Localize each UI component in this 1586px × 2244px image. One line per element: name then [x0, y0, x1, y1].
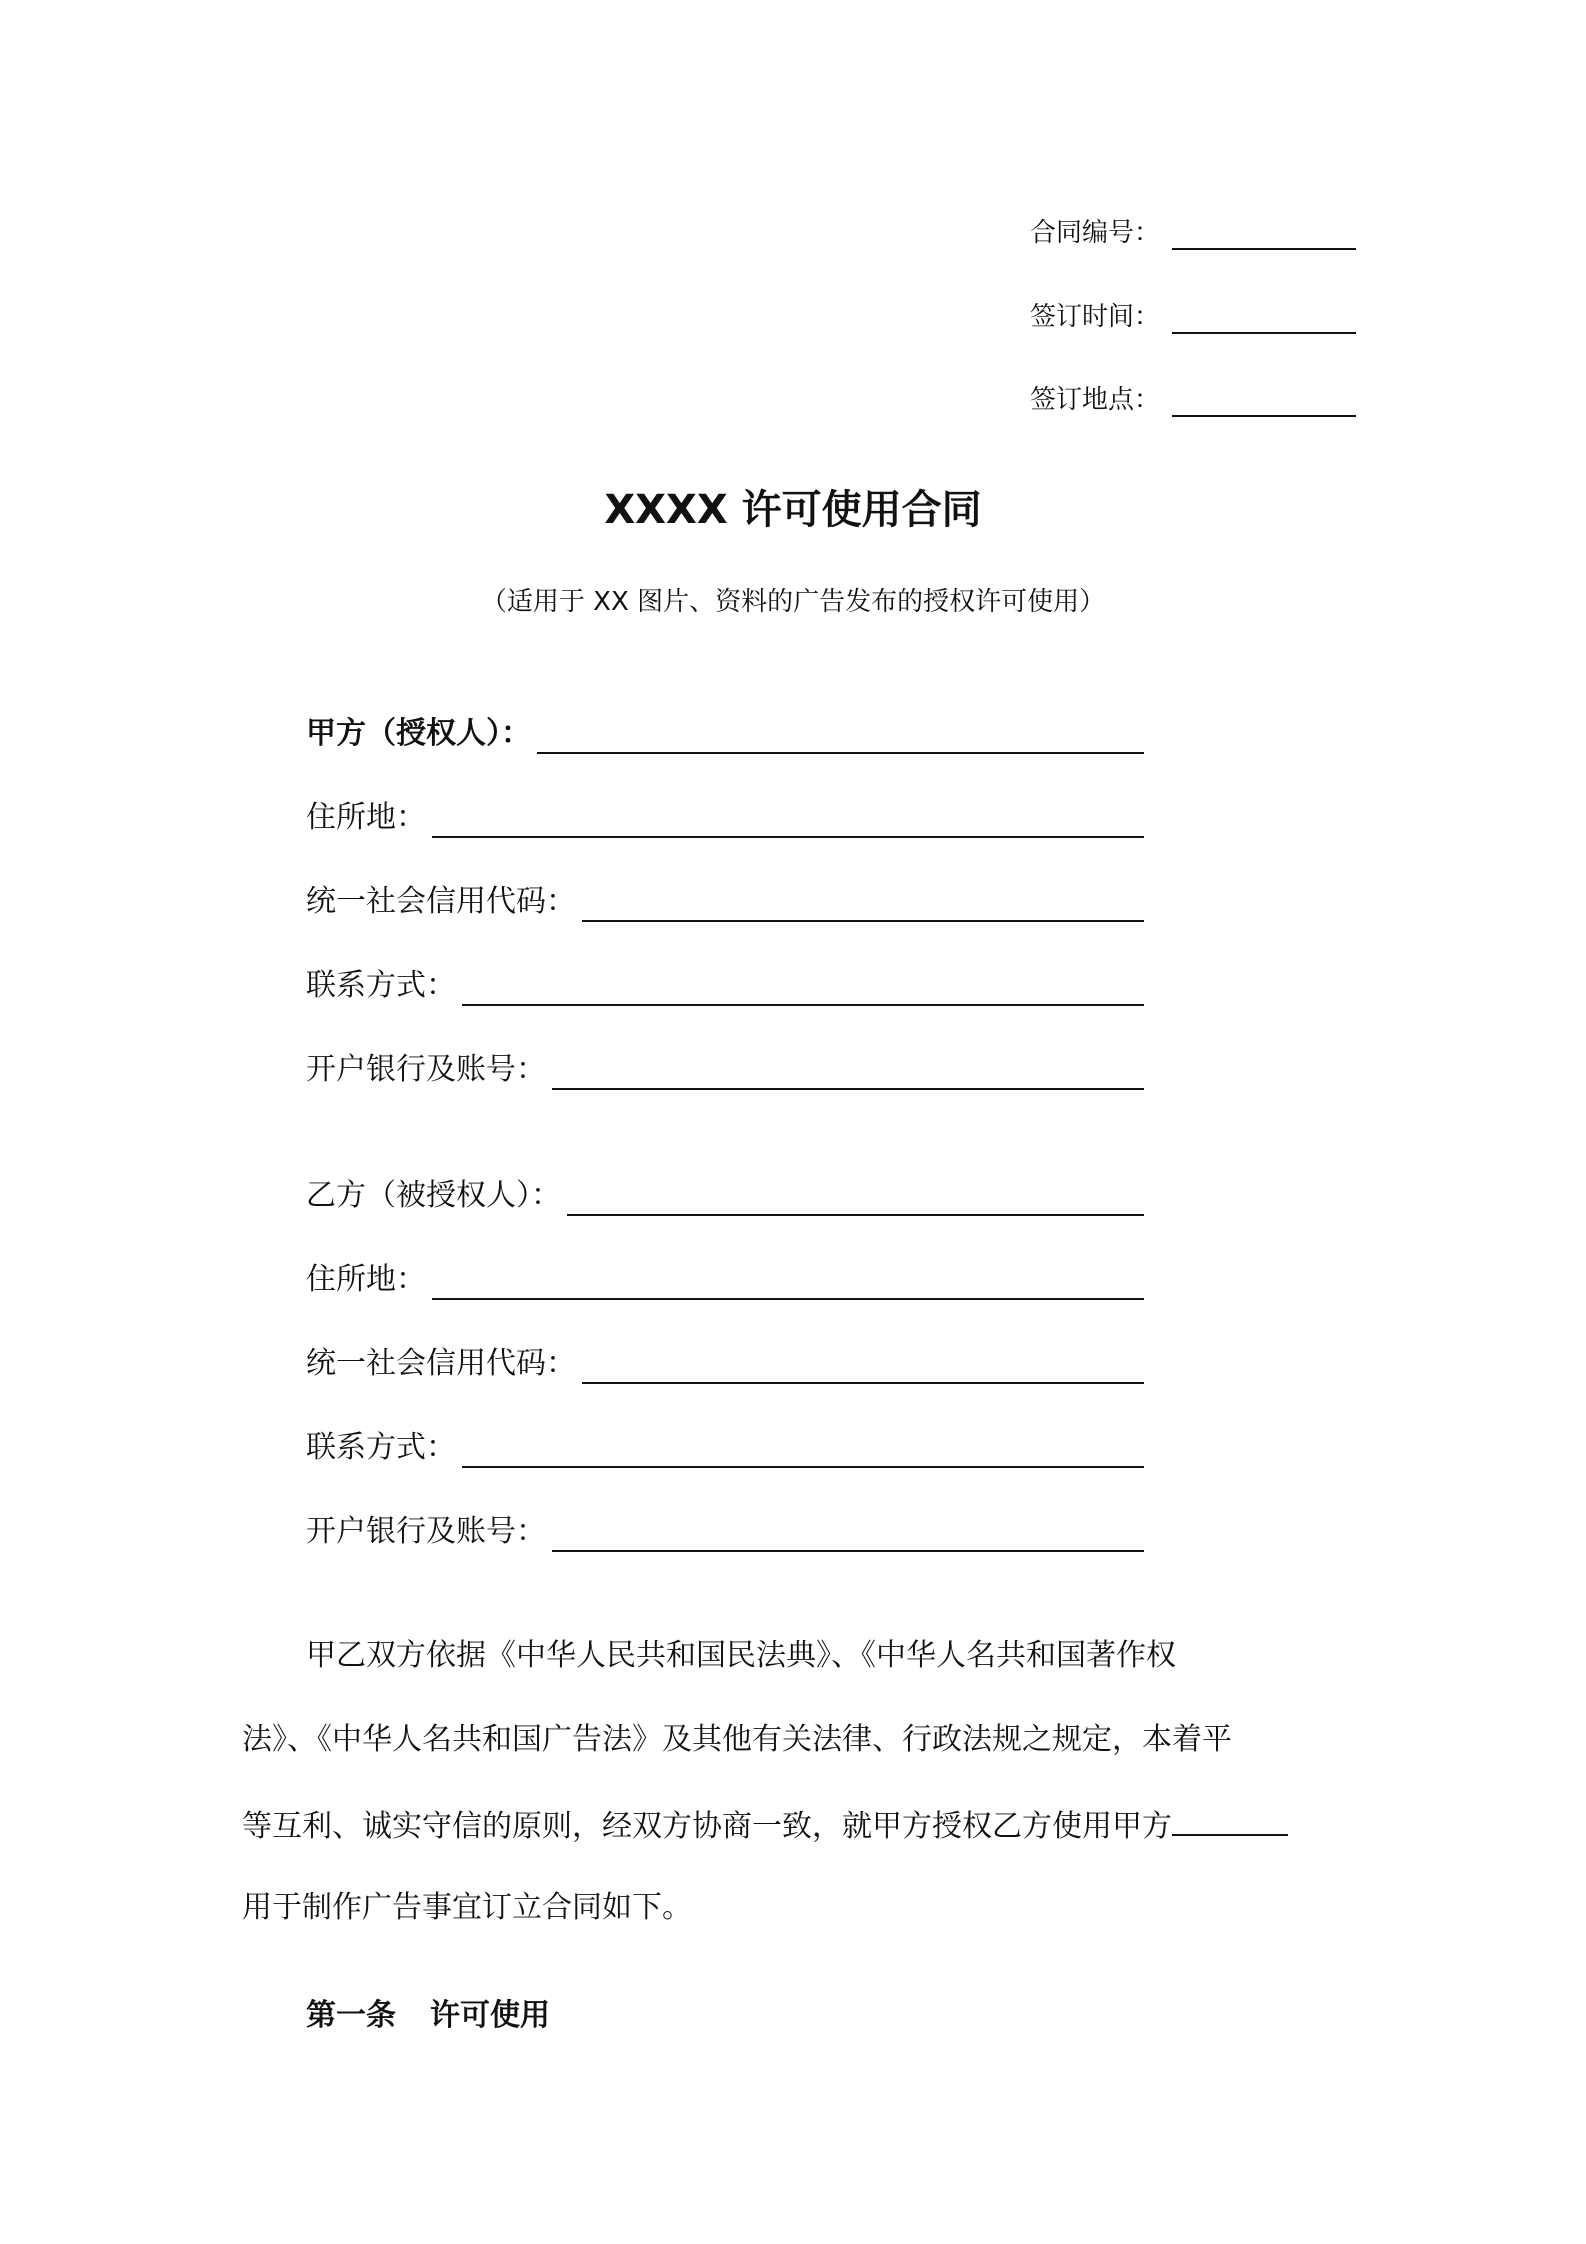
party-b-name-label: 乙方（被授权人）：	[306, 1178, 561, 1213]
preamble-line-2: 法》、《中华人名共和国广告法》及其他有关法律、行政法规之规定，本着平	[242, 1722, 1232, 1757]
party-b-bank-blank[interactable]	[552, 1510, 1144, 1552]
party-b-credit-code-blank[interactable]	[582, 1342, 1144, 1384]
party-b-bank-field	[306, 1508, 1144, 1552]
party-a-credit-code-blank[interactable]	[582, 880, 1144, 922]
party-b-name-blank[interactable]	[567, 1174, 1144, 1216]
preamble-line-3: 等互利、诚实守信的原则，经双方协商一致，就甲方授权乙方使用甲方	[242, 1809, 1172, 1844]
party-b-name-field	[306, 1172, 1144, 1216]
party-a-credit-code-label: 统一社会信用代码：	[306, 884, 576, 919]
party-a-contact-field	[306, 962, 1144, 1006]
party-b-bank-label: 开户银行及账号：	[306, 1514, 546, 1549]
contract-number-label: 合同编号：	[1030, 218, 1161, 248]
sign-time-blank[interactable]	[1172, 296, 1356, 334]
party-a-bank-field	[306, 1046, 1144, 1090]
party-a-address-blank[interactable]	[432, 796, 1144, 838]
article-1-number: 第一条	[306, 1998, 396, 2033]
party-a-name-field	[306, 710, 1144, 754]
party-a-contact-blank[interactable]	[462, 964, 1144, 1006]
party-a-name-label: 甲方（授权人）：	[306, 716, 531, 751]
preamble-line-3-wrap	[242, 1804, 1352, 1847]
party-b-address-blank[interactable]	[432, 1258, 1144, 1300]
sign-time-field	[1030, 294, 1356, 334]
party-a-contact-label: 联系方式：	[306, 968, 456, 1003]
sign-place-field	[1030, 377, 1356, 417]
party-a-credit-code-field	[306, 878, 1144, 922]
preamble-line-4: 用于制作广告事宜订立合同如下。	[242, 1890, 692, 1925]
party-b-contact-field	[306, 1424, 1144, 1468]
party-b-credit-code-field	[306, 1340, 1144, 1384]
party-a-name-blank[interactable]	[537, 712, 1144, 754]
sign-place-label: 签订地点：	[1030, 385, 1161, 415]
contract-number-field	[1030, 210, 1356, 250]
party-b-address-label: 住所地：	[306, 1262, 426, 1297]
party-b-contact-blank[interactable]	[462, 1426, 1144, 1468]
sign-time-label: 签订时间：	[1030, 302, 1161, 332]
document-subtitle: （适用于 XX 图片、资料的广告发布的授权许可使用）	[480, 587, 1106, 617]
sign-place-blank[interactable]	[1172, 379, 1356, 417]
party-b-address-field	[306, 1256, 1144, 1300]
party-b-credit-code-label: 统一社会信用代码：	[306, 1346, 576, 1381]
document-title: XXXX 许可使用合同	[604, 487, 982, 533]
article-1-heading	[306, 1996, 550, 2036]
party-a-address-label: 住所地：	[306, 800, 426, 835]
article-1-title: 许可使用	[430, 1998, 550, 2033]
preamble-line-1: 甲乙双方依据《中华人民共和国民法典》、《中华人名共和国著作权	[306, 1638, 1176, 1673]
party-b-contact-label: 联系方式：	[306, 1430, 456, 1465]
party-a-address-field	[306, 794, 1144, 838]
party-a-bank-label: 开户银行及账号：	[306, 1052, 546, 1087]
party-a-bank-blank[interactable]	[552, 1048, 1144, 1090]
licensed-material-blank[interactable]	[1172, 1804, 1288, 1836]
contract-number-blank[interactable]	[1172, 212, 1356, 250]
